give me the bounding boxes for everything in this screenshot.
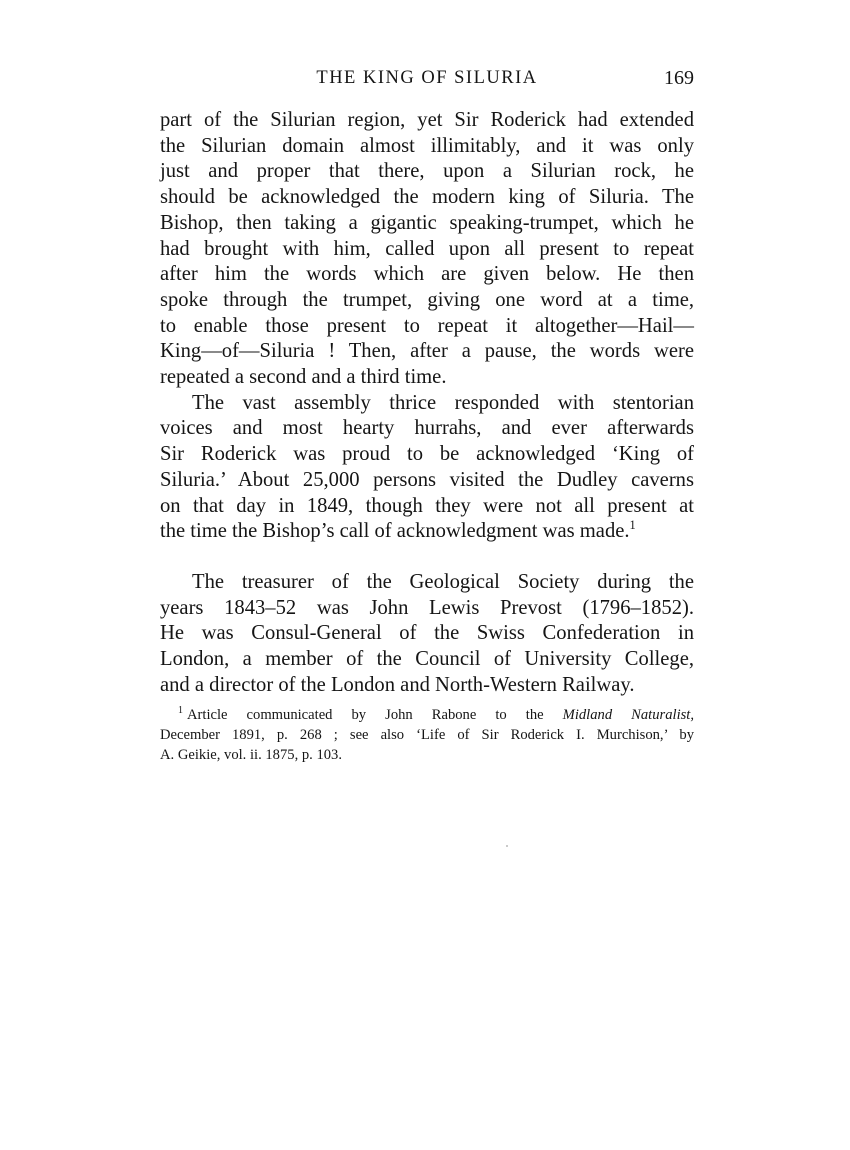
text-line: after him the words which are given below. He then [160,263,694,286]
paper-speck [506,845,508,847]
text-line: repeated a second and a third time. [160,366,447,389]
paragraph-3 [160,570,694,699]
text-line: King—of—Siluria ! Then, after a pause, the words were [160,340,694,363]
footnote-line: December 1891, p. 268 ; see also ‘Life of Sir Roderick I. Murchison,’ by [160,727,694,743]
text-line: on that day in 1849, though they were not all present at [160,494,694,517]
text-line-with-footnote-ref [160,519,694,545]
text-line: Sir Roderick was proud to be acknowledged ‘King of [160,443,694,466]
text-line: just and proper that there, upon a Silurian rock, he [160,160,694,183]
text-line: The treasurer of the Geological Society during the [192,570,694,593]
running-head [160,66,694,96]
text-line: London, a member of the Council of University College, [160,648,694,671]
footnote-text: Article communicated by John Rabone to the [187,707,544,723]
text-line: the Silurian domain almost illimitably, and it was only [160,134,694,157]
text-line: Bishop, then taking a gigantic speaking-trumpet, which he [160,211,694,234]
footnote-marker: 1 [178,705,183,717]
footnote-line [160,705,694,725]
body-text [160,108,694,698]
footnote [160,705,694,765]
text-line: He was Consul-General of the Swiss Confederation in [160,622,694,645]
text-line: should be acknowledged the modern king of Siluria. The [160,186,694,209]
text-line: voices and most hearty hurrahs, and ever afterwards [160,417,694,440]
text-line: years 1843–52 was John Lewis Prevost (1796–1852). [160,596,694,619]
text-line: spoke through the trumpet, giving one word at a time, [160,288,694,311]
text-line: part of the Silurian region, yet Sir Roderick had extended [160,109,694,131]
footnote-reference: 1 [629,518,636,533]
text-line: to enable those present to repeat it altogether—Hail— [160,314,694,337]
paragraph-2 [160,391,694,545]
text-line: Siluria.’ About 25,000 persons visited the Dudley caverns [160,468,694,491]
paragraph-gap [160,545,694,570]
footnote-line: A. Geikie, vol. ii. 1875, p. 103. [160,747,343,763]
footnote-journal-title: Midland Naturalist, [562,707,695,723]
running-title: THE KING OF SILURIA [316,68,538,88]
page-number: 169 [664,67,694,89]
paragraph-1 [160,108,694,391]
text-line: the time the Bishop’s call of acknowledgment was made. [160,520,630,543]
text-line: and a director of the London and North-Western Railway. [160,673,635,696]
text-line: The vast assembly thrice responded with stentorian [192,391,694,414]
text-line: had brought with him, called upon all present to repeat [160,237,694,260]
